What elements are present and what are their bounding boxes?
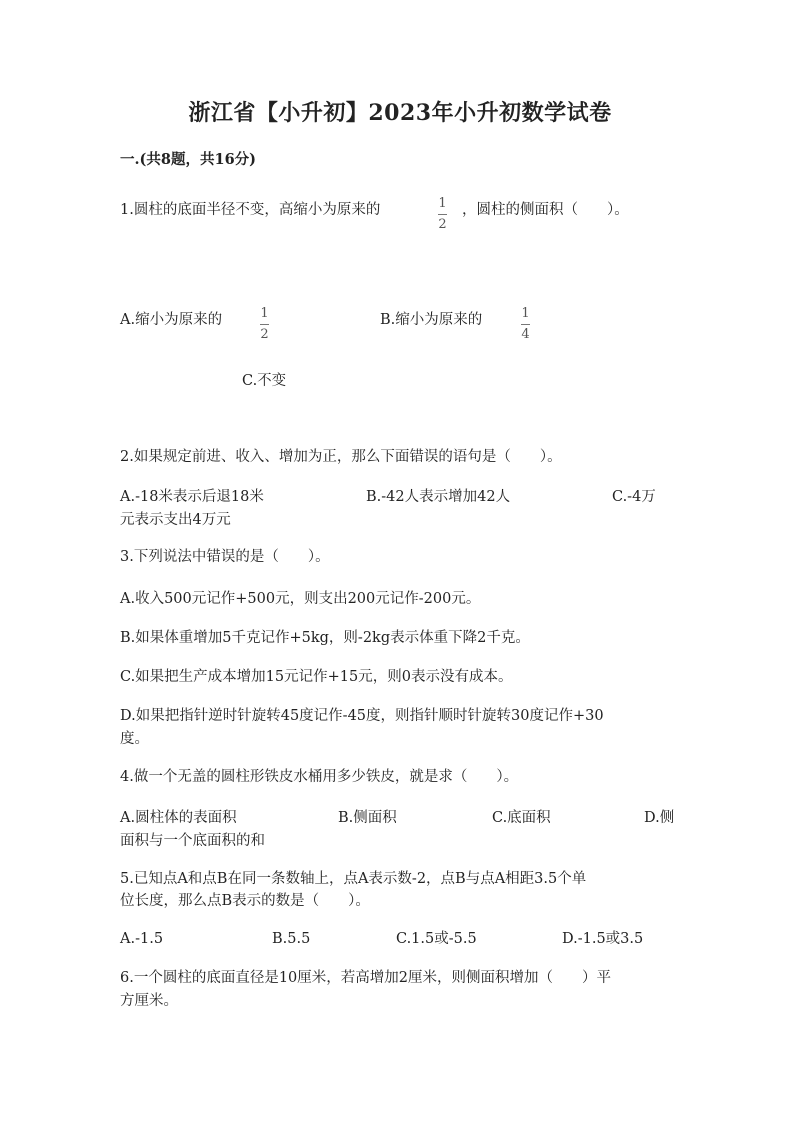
fraction-denominator: 2 — [260, 327, 269, 342]
question-3-option-d-continued: 度。 — [120, 731, 149, 747]
question-1-option-b: B.缩小为原来的 — [380, 312, 483, 328]
question-4-option-d: D.侧 — [644, 810, 675, 826]
question-3-option-d: D.如果把指针逆时针旋转45度记作-45度，则指针顺时针旋转30度记作+30 — [120, 708, 604, 724]
fraction-bar — [521, 324, 530, 325]
question-5-stem: 5.已知点A和点B在同一条数轴上，点A表示数-2，点B与点A相距3.5个单 — [120, 871, 587, 887]
fraction-bar — [438, 214, 447, 215]
fraction-numerator: 1 — [438, 196, 447, 211]
question-3-option-a: A.收入500元记作+500元，则支出200元记作-200元。 — [120, 591, 481, 607]
fraction-numerator: 1 — [260, 306, 269, 321]
question-3-option-c: C.如果把生产成本增加15元记作+15元，则0表示没有成本。 — [120, 669, 513, 685]
question-5-option-c: C.1.5或-5.5 — [396, 931, 477, 947]
question-4-stem: 4.做一个无盖的圆柱形铁皮水桶用多少铁皮，就是求（ ）。 — [120, 769, 519, 785]
question-4-option-d-continued: 面积与一个底面积的和 — [120, 833, 265, 849]
question-5-option-d: D.-1.5或3.5 — [562, 931, 644, 947]
question-3-stem: 3.下列说法中错误的是（ ）。 — [120, 549, 330, 565]
question-4-option-c: C.底面积 — [492, 810, 551, 826]
question-2-option-a: A.-18米表示后退18米 — [120, 489, 264, 505]
fraction-denominator: 2 — [438, 217, 447, 232]
question-1-stem-start: 1.圆柱的底面半径不变，高缩小为原来的 — [120, 202, 381, 218]
question-1-fraction — [438, 196, 447, 233]
option-a-fraction — [260, 306, 269, 343]
question-5-stem-continued: 位长度，那么点B表示的数是（ ）。 — [120, 893, 370, 909]
question-6-stem: 6.一个圆柱的底面直径是10厘米，若高增加2厘米，则侧面积增加（ ）平 — [120, 970, 612, 986]
question-2-stem: 2.如果规定前进、收入、增加为正，那么下面错误的语句是（ ）。 — [120, 449, 562, 465]
fraction-denominator: 4 — [521, 327, 530, 342]
question-2-option-b: B.-42人表示增加42人 — [366, 489, 511, 505]
question-1-stem-end: ，圆柱的侧面积（ ）。 — [462, 202, 629, 218]
question-4-option-b: B.侧面积 — [338, 810, 397, 826]
question-2-option-c: C.-4万 — [612, 489, 656, 505]
section-heading: 一.(共8题，共16分) — [120, 151, 257, 168]
page-title: 浙江省【小升初】2023年小升初数学试卷 — [188, 100, 612, 126]
question-5-option-a: A.-1.5 — [120, 931, 164, 947]
question-1-option-a: A.缩小为原来的 — [120, 312, 223, 328]
question-2-option-c-continued: 元表示支出4万元 — [120, 512, 231, 528]
fraction-bar — [260, 324, 269, 325]
question-3-option-b: B.如果体重增加5千克记作+5kg，则-2kg表示体重下降2千克。 — [120, 630, 530, 646]
question-1-option-c: C.不变 — [242, 373, 287, 389]
question-4-option-a: A.圆柱体的表面积 — [120, 810, 237, 826]
fraction-numerator: 1 — [521, 306, 530, 321]
question-6-stem-continued: 方厘米。 — [120, 993, 178, 1009]
option-b-fraction — [521, 306, 530, 343]
question-5-option-b: B.5.5 — [272, 931, 311, 947]
